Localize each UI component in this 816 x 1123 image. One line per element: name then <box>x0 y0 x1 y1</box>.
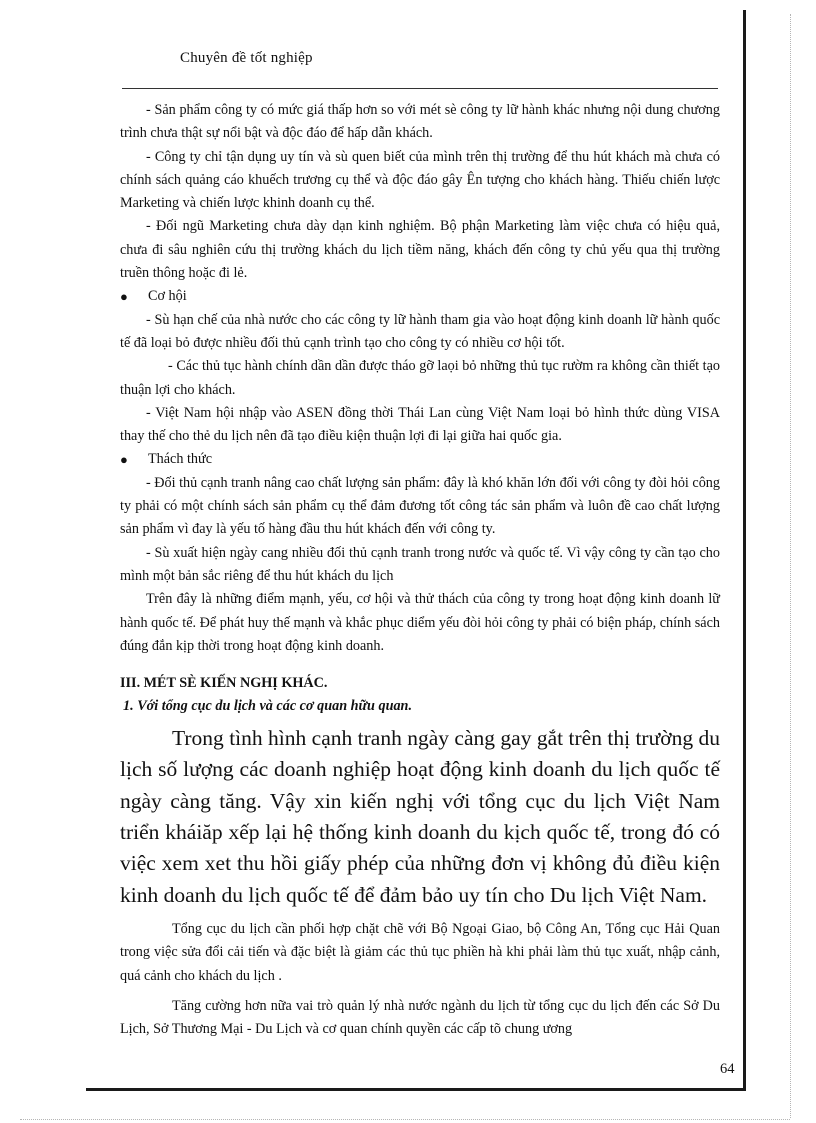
bullet-heading-opportunity: Cơ hội <box>148 288 187 305</box>
page-edge-dotted-bottom <box>20 1119 790 1120</box>
page-number: 64 <box>720 1061 735 1077</box>
paragraph-weakness-2: - Công ty chỉ tận dụng uy tín và sù quen biết của mình trên thị trường để thu hút khách mà chưa có chính sách quảng cáo khuếch trương cụ thể và độc đáo gây Ên tượng cho khách hàng. Thiếu chiến lược Marketing và chiến lược khinh doanh cụ thể. <box>120 148 720 212</box>
page-frame-bottom-border <box>86 1088 746 1091</box>
challenge-item-2: - Sù xuất hiện ngày cang nhiều đối thủ cạnh tranh trong nước và quốc tế. Vì vậy công ty cần tạo cho mình một bản sắc riêng để thu hút khách du lịch <box>120 544 720 584</box>
bullet-challenge <box>120 448 720 471</box>
paragraph-customs: Tổng cục du lịch cần phối hợp chặt chẽ với Bộ Ngoại Giao, bộ Công An, Tổng cục Hải Quan trong việc sửa đổi cải tiến và đặc biệt là giảm các thủ tục phiền hà khi phải làm thủ tục xuất, nhập cảnh, quá cảnh cho khách du lịch . <box>120 921 720 984</box>
opportunity-item-3: - Việt Nam hội nhập vào ASEN đồng thời Thái Lan cùng Việt Nam loại bỏ hình thức dùng VISA thay thế cho thẻ du lịch nên đã tạo điều kiện thuận lợi đi lại giữa hai quốc gia. <box>120 404 720 445</box>
bullet-dot-icon: ● <box>120 289 128 305</box>
section-spacer <box>120 658 720 672</box>
page-edge-dotted-right <box>790 14 791 1118</box>
bullet-heading-challenge: Thách thức <box>148 451 213 468</box>
section-heading: III. MÉT SÈ KIẾN NGHỊ KHÁC. <box>120 675 328 692</box>
header-rule <box>122 88 718 89</box>
running-header: Chuyên đề tốt nghiệp <box>180 50 313 66</box>
bullet-dot-icon: ● <box>120 452 128 468</box>
challenge-item-1: - Đối thủ cạnh tranh nâng cao chất lượng sản phẩm: đây là khó khăn lớn đối với công ty đòi hỏi công ty phải có một chính sách sản phẩm cụ thể đảm đương tốt công tác sản phẩm và luôn đề cao chất lượng sản phẩm vì đay là yếu tố hàng đầu thu hút khách đến với công ty. <box>120 474 720 538</box>
page-body <box>120 99 720 1042</box>
bullet-opportunity <box>120 285 720 308</box>
summary-paragraph: Trên đây là những điểm mạnh, yếu, cơ hội và thử thách của công ty trong hoạt động kinh doanh lữ hành quốc tế. Để phát huy thế mạnh và khắc phục diểm yếu đòi hỏi công ty phải có biện pháp, chính sách đúng đắn kịp thời trong hoạt động kinh doanh. <box>120 591 720 654</box>
large-paragraph: Trong tình hình cạnh tranh ngày càng gay gắt trên thị trường du lịch số lượng các doanh nghiệp hoạt động kinh doanh du lịch quốc tế ngày càng tăng. Vậy xin kiến nghị với tổng cục du lịch Việt Nam triển kháiăp xếp lại hệ thống kinh doanh du kịch quốc tế, trong đó có việc xem xet thu hồi giấy phép của những đơn vị không đủ điều kiện kinh doanh du lịch quốc tế để đảm bảo uy tín cho Du lịch Việt Nam. <box>120 725 720 907</box>
paragraph-management: Tăng cường hơn nữa vai trò quản lý nhà nước ngành du lịch từ tổng cục du lịch đến các Sở Du Lịch, Sở Thương Mại - Du Lịch và cơ quan chính quyền các cấp tõ chung ương <box>120 998 720 1038</box>
paragraph-weakness-1: - Sản phẩm công ty có mức giá thấp hơn so với mét sè công ty lữ hành khác nhưng nội dung chương trình chưa thật sự nổi bật và độc đáo để hấp dẫn khách. <box>120 102 720 142</box>
section-subheading: 1. Với tổng cục du lịch và các cơ quan hữu quan. <box>123 698 412 715</box>
opportunity-item-2: - Các thủ tục hành chính dần dần được tháo gỡ laọi bỏ những thủ tục rườm ra không cần thiết tạo thuận lợi cho khách. <box>120 358 720 398</box>
opportunity-item-1: - Sù hạn chế của nhà nước cho các công ty lữ hành tham gia vào hoạt động kinh doanh lữ hành quốc tế đã loại bỏ được nhiều đối thủ cạnh trình tạo cho công ty có nhiều cơ hội tốt. <box>120 311 720 351</box>
page-frame-right-border <box>743 10 746 1090</box>
paragraph-weakness-3: - Đối ngũ Marketing chưa dày dạn kinh nghiệm. Bộ phận Marketing làm việc chưa có hiệu quả, chưa đi sâu nghiên cứu thị trường khách du lịch tiềm năng, khách đến công ty chủ yếu qua thị trường truền thông hoặc đi lẻ. <box>120 218 720 282</box>
